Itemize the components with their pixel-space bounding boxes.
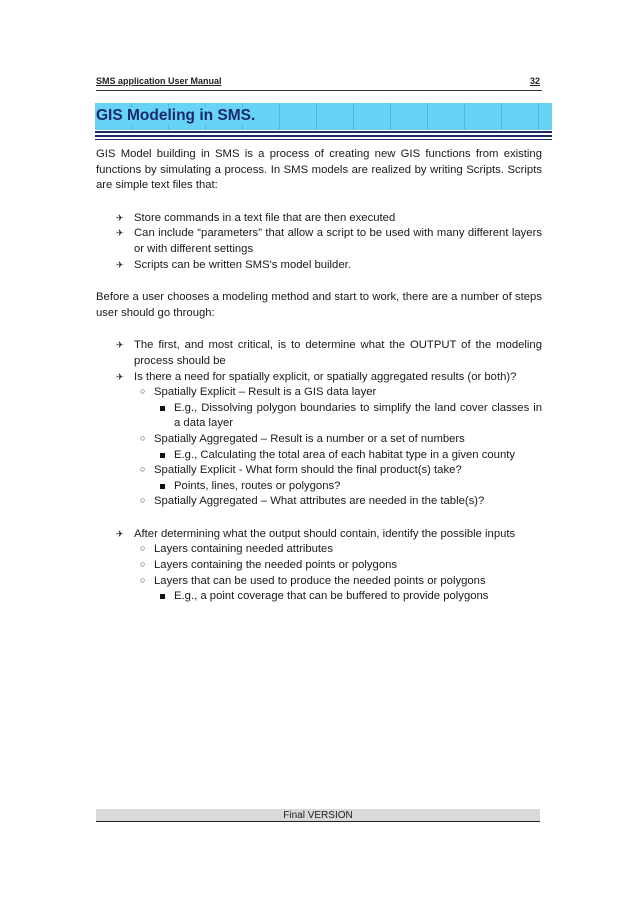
circle-bullet-icon: ○	[140, 543, 146, 554]
list-item: ✈ Scripts can be written SMS's model builder.	[96, 258, 542, 274]
circle-bullet-icon: ○	[140, 559, 146, 570]
square-bullet-icon	[160, 594, 165, 599]
steps-intro-paragraph: Before a user chooses a modeling method and start to work, there are a number of steps user should go through:	[96, 291, 542, 319]
list-item: E.g., Dissolving polygon boundaries to simplify the land cover classes in a data layer	[96, 401, 542, 432]
plane-bullet-icon: ✈	[116, 259, 124, 270]
manual-title: SMS application User Manual	[96, 76, 222, 86]
list-item: Points, lines, routes or polygons?	[96, 479, 542, 495]
list-item: ✈ Store commands in a text file that are then executed	[96, 211, 542, 227]
list-item: E.g., a point coverage that can be buffered to provide polygons	[96, 589, 542, 605]
running-header	[96, 76, 542, 91]
list-item: ○ Spatially Aggregated – What attributes are needed in the table(s)?	[140, 495, 485, 508]
body-content	[96, 147, 542, 605]
section-title-rule	[95, 131, 552, 140]
plane-bullet-icon: ✈	[116, 228, 124, 239]
plane-bullet-icon: ✈	[116, 371, 124, 382]
steps-list	[96, 338, 542, 510]
list-item: ✈ Can include “parameters” that allow a script to be used with many different layers or with different settings	[116, 227, 542, 255]
script-point-list	[96, 211, 542, 273]
square-bullet-icon	[160, 453, 165, 458]
inputs-list	[96, 527, 542, 605]
circle-bullet-icon: ○	[140, 574, 146, 585]
circle-bullet-icon: ○	[140, 464, 146, 475]
page-number: 32	[529, 76, 540, 86]
list-item: ✈ After determining what the output should contain, identify the possible inputs	[96, 527, 542, 543]
circle-bullet-icon: ○	[140, 495, 146, 506]
list-item: ✈ Is there a need for spatially explicit, or spatially aggregated results (or both)?	[96, 370, 542, 386]
list-item: ○ Spatially Explicit – Result is a GIS data layer	[140, 386, 377, 399]
list-item: ✈ The first, and most critical, is to determine what the OUTPUT of the modeling process should be	[116, 339, 542, 367]
intro-paragraph: GIS Model building in SMS is a process of creating new GIS functions from existing functions by simulating a process. In SMS models are realized by writing Scripts. Scripts are simple text files that:	[96, 148, 542, 192]
square-bullet-icon	[160, 406, 165, 411]
square-bullet-icon	[160, 484, 165, 489]
circle-bullet-icon: ○	[140, 432, 146, 443]
list-item: ○ Spatially Aggregated – Result is a number or a set of numbers	[140, 432, 465, 445]
footer-label: Final VERSION	[283, 810, 353, 821]
circle-bullet-icon: ○	[140, 386, 146, 397]
plane-bullet-icon: ✈	[116, 340, 124, 351]
list-item: ○ Layers containing the needed points or polygons	[140, 559, 398, 572]
plane-bullet-icon: ✈	[116, 528, 124, 539]
plane-bullet-icon: ✈	[116, 212, 124, 223]
list-item: ○ Spatially Explicit - What form should the final product(s) take?	[140, 464, 462, 477]
list-item: ○ Layers containing needed attributes	[140, 543, 333, 556]
section-title: GIS Modeling in SMS.	[96, 107, 261, 125]
list-item: ○ Layers that can be used to produce the needed points or polygons	[140, 574, 486, 587]
list-item: E.g., Calculating the total area of each habitat type in a given county	[96, 448, 542, 464]
